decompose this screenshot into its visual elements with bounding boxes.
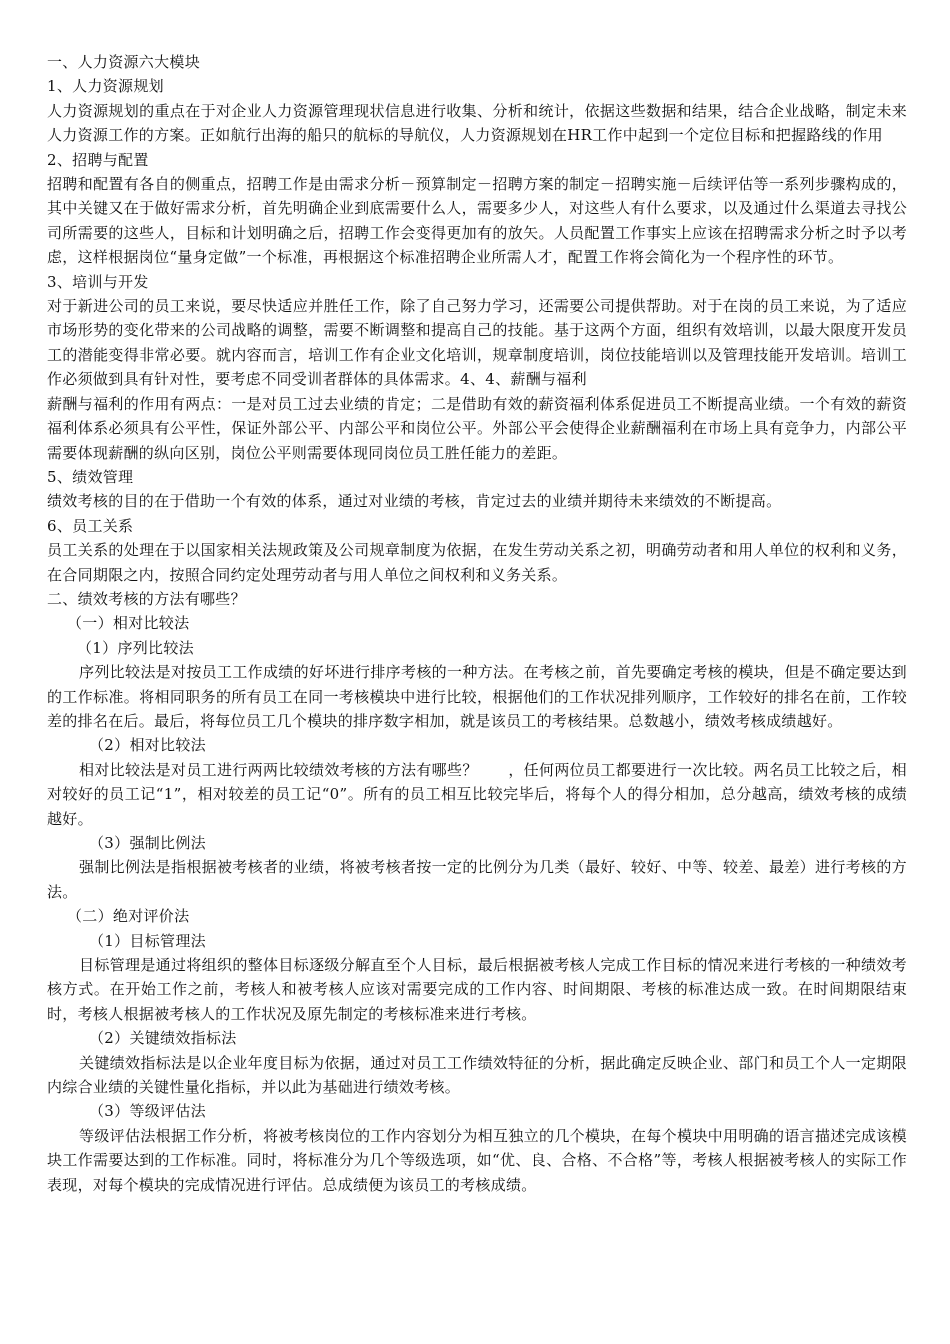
module-heading: 2、招聘与配置 [47, 150, 149, 169]
module-paragraph: 对于新进公司的员工来说，要尽快适应并胜任工作，除了自己努力学习，还需要公司提供帮助。对于在岗的员工来说，为了适应市场形势的变化带来的公司战略的调整，需要不断调整和提高自己的技能。基于这两个方面，组织有效培训，以最大限度开发员工的潜能变得非常必要。就内容而言，培训工作有企业文化培训，规章制度培训，岗位技能培训以及管理技能开发培训。培训工作必须做到具有针对性，要考虑不同受训者群体的具体需求。4、4、薪酬与福利 [47, 297, 907, 389]
method-heading: （1）序列比较法 [77, 638, 194, 657]
module-heading: 3、培训与开发 [47, 272, 149, 291]
module-paragraph: 绩效考核的目的在于借助一个有效的体系，通过对业绩的考核，肯定过去的业绩并期待未来绩效的不断提高。 [47, 492, 782, 511]
section-heading: 二、绩效考核的方法有哪些？ [47, 589, 246, 608]
method-paragraph: 等级评估法根据工作分析，将被考核岗位的工作内容划分为相互独立的几个模块，在每个模块中用明确的语言描述完成该模块工作需要达到的工作标准。同时，将标准分为几个等级选项，如“优、良、合格、不合格”等，考核人根据被考核人的实际工作表现，对每个模块的完成情况进行评估。总成绩便为该员工的考核成绩。 [47, 1126, 907, 1194]
method-heading: （3）等级评估法 [89, 1102, 206, 1121]
method-paragraph: 相对比较法是对员工进行两两比较绩效考核的方法有哪些？ ，任何两位员工都要进行一次比较。两名员工比较之后，相对较好的员工记“1”，相对较差的员工记“0”。所有的员工相互比较完毕后，将每个人的得分相加，总分越高，绩效考核的成绩越好。 [47, 760, 907, 828]
group-heading: （二）绝对评价法 [67, 907, 190, 926]
method-heading: （2）相对比较法 [89, 736, 206, 755]
group-heading: （一）相对比较法 [67, 614, 190, 633]
method-paragraph: 目标管理是通过将组织的整体目标逐级分解直至个人目标，最后根据被考核人完成工作目标的情况来进行考核的一种绩效考核方式。在开始工作之前，考核人和被考核人应该对需要完成的工作内容、时间期限、考核的标准达成一致。在时间期限结束时，考核人根据被考核人的工作状况及原先制定的考核标准来进行考核。 [47, 956, 907, 1023]
module-heading: 5、绩效管理 [47, 467, 134, 486]
module-paragraph: 薪酬与福利的作用有两点：一是对员工过去业绩的肯定；二是借助有效的薪资福利体系促进员工不断提高业绩。一个有效的薪资福利体系必须具有公平性，保证外部公平、内部公平和岗位公平。外部公平会使得企业薪酬福利在市场上具有竞争力，内部公平需要体现薪酬的纵向区别，岗位公平则需要体现同岗位员工胜任能力的差距。 [47, 394, 907, 462]
module-paragraph: 员工关系的处理在于以国家相关法规政策及公司规章制度为依据，在发生劳动关系之初，明确劳动者和用人单位的权利和义务，在合同期限之内，按照合同约定处理劳动者与用人单位之间权利和义务关系。 [47, 541, 907, 584]
method-heading: （3）强制比例法 [89, 834, 206, 852]
module-paragraph: 人力资源规划的重点在于对企业人力资源管理现状信息进行收集、分析和统计，依据这些数据和结果，结合企业战略，制定未来人力资源工作的方案。正如航行出海的船只的航标的导航仪，人力资源规划在HR工作中起到一个定位目标和把握路线的作用 [47, 101, 907, 145]
document-body [47, 50, 907, 1197]
method-paragraph: 序列比较法是对按员工工作成绩的好坏进行排序考核的一种方法。在考核之前，首先要确定考核的模块，但是不确定要达到的工作标准。将相同职务的所有员工在同一考核模块中进行比较，根据他们的工作状况排列顺序，工作较好的排名在前，工作较差的排名在后。最后，将每位员工几个模块的排序数字相加，就是该员工的考核结果。总数越小，绩效考核成绩越好。 [47, 663, 907, 730]
method-paragraph: 关键绩效指标法是以企业年度目标为依据，通过对员工工作绩效特征的分析，据此确定反映企业、部门和员工个人一定期限内综合业绩的关键性量化指标，并以此为基础进行绩效考核。 [47, 1053, 907, 1097]
module-heading: 6、员工关系 [47, 516, 134, 535]
section-heading: 一、人力资源六大模块 [47, 53, 201, 71]
module-paragraph: 招聘和配置有各自的侧重点，招聘工作是由需求分析－预算制定－招聘方案的制定－招聘实施－后续评估等一系列步骤构成的，其中关键又在于做好需求分析，首先明确企业到底需要什么人，需要多少人，对这些人有什么要求，以及通过什么渠道去寻找公司所需要的这些人，目标和计划明确之后，招聘工作会变得更加有的放矢。人员配置工作事实上应该在招聘需求分析之时予以考虑，这样根据岗位“量身定做”一个标准，再根据这个标准招聘企业所需人才，配置工作将会简化为一个程序性的环节。 [47, 175, 907, 267]
module-heading: 1、人力资源规划 [47, 77, 164, 96]
method-heading: （1）目标管理法 [89, 931, 206, 950]
method-paragraph: 强制比例法是指根据被考核者的业绩，将被考核者按一定的比例分为几类（最好、较好、中等、较差、最差）进行考核的方法。 [47, 858, 907, 901]
method-heading: （2）关键绩效指标法 [89, 1029, 237, 1048]
